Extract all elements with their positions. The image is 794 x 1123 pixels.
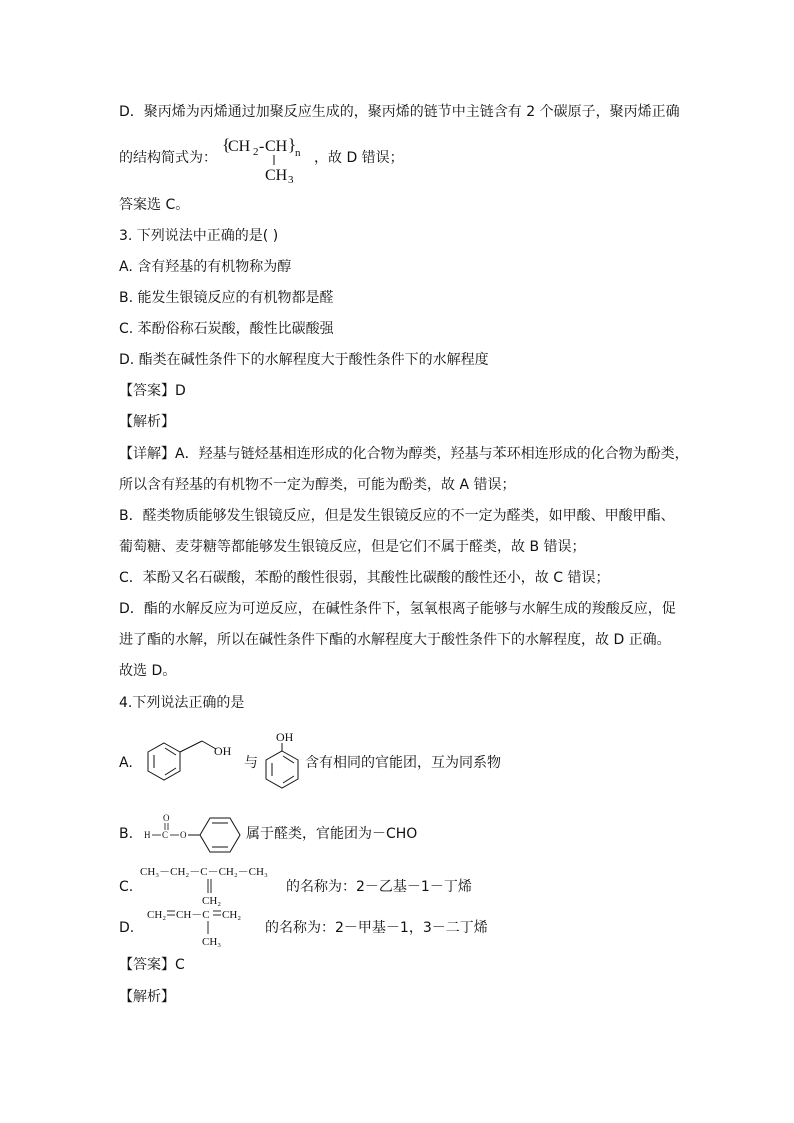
structure-text: n — [295, 147, 301, 159]
structure-text: C — [162, 830, 169, 840]
option-c-text: 的名称为：2－乙基－1－丁烯 — [286, 879, 472, 895]
analysis-label: 【解析】 — [119, 414, 175, 430]
option-d-text: 的名称为：2－甲基－1，3－二丁烯 — [265, 920, 488, 936]
question-stem: 3. 下列说法中正确的是( ) — [119, 228, 279, 244]
structure-text: OH — [214, 744, 232, 758]
benzene-ring — [148, 743, 180, 780]
structure-text: CH₂ — [222, 909, 242, 921]
structure-text: CH₂ — [147, 909, 167, 921]
isoprene-structure — [147, 904, 257, 948]
option-a-label: A. — [119, 755, 133, 771]
structure-text: { — [222, 135, 231, 154]
structure-text: CH－C — [176, 909, 210, 921]
structure-text: O — [163, 813, 170, 823]
option-c-label: C. — [119, 879, 134, 895]
option-d-label: D. — [119, 920, 135, 936]
text-line: 故选 D。 — [119, 663, 177, 679]
text-line: 的结构简式为： — [119, 150, 217, 166]
option-d: D. 酯类在碱性条件下的水解程度大于酸性条件下的水解程度 — [119, 352, 489, 368]
text-line: ，故 D 错误； — [314, 150, 404, 166]
text-line: 进了酯的水解，所以在碱性条件下酯的水解程度大于酸性条件下的水解程度，故 D 正确。 — [119, 632, 671, 648]
ethylbutene-structure — [140, 863, 290, 907]
answer-label: 【答案】C — [119, 957, 185, 973]
structure-text: CH — [265, 167, 288, 184]
benzyl-alcohol-structure — [146, 733, 246, 793]
structure-text: CH — [265, 138, 288, 155]
structure-text: O — [180, 830, 187, 840]
text-line: 【详解】A．羟基与链烃基相连形成的化合物为醇类，羟基与苯环相连形成的化合物为酚类， — [119, 446, 689, 462]
text-line: D．聚丙烯为丙烯通过加聚反应生成的，聚丙烯的链节中主链含有 2 个碳原子，聚丙烯正确 — [119, 104, 680, 120]
option-a-text: 含有相同的官能团，互为同系物 — [305, 755, 501, 771]
structure-text: CH — [228, 138, 251, 155]
structure-text: OH — [276, 730, 294, 744]
phenyl-formate-structure — [144, 810, 244, 860]
option-b: B. 能发生银镜反应的有机物都是醛 — [119, 290, 334, 306]
text-line: D．酯的水解反应为可逆反应，在碱性条件下，氢氧根离子能够与水解生成的羧酸反应，促 — [119, 601, 676, 617]
text-line: 所以含有羟基的有机物不一定为醇类，可能为酚类，故 A 错误； — [119, 477, 516, 493]
structure-text: CH₂ — [202, 895, 222, 907]
structure-text: - — [259, 138, 265, 155]
structure-text: H — [144, 830, 151, 840]
option-c: C. 苯酚俗称石炭酸，酸性比碳酸强 — [119, 321, 334, 337]
option-a: A. 含有羟基的有机物称为醇 — [119, 259, 292, 275]
text-line: B．醛类物质能够发生银镜反应，但是发生银镜反应的不一定为醛类，如甲酸、甲酸甲酯、 — [119, 508, 675, 524]
benzene-ring — [266, 751, 298, 788]
text-line: 与 — [244, 755, 258, 771]
text-line: 葡萄糖、麦芽糖等都能够发生银镜反应，但是它们不属于醛类，故 B 错误； — [119, 539, 586, 555]
text-line: C．苯酚又名石碳酸，苯酚的酸性很弱，其酸性比碳酸的酸性还小，故 C 错误； — [119, 570, 610, 586]
answer-label: 【答案】D — [119, 383, 186, 399]
bond-line — [180, 741, 202, 752]
structure-text: CH₃－CH₂－C－CH₂－CH₃ — [140, 866, 268, 878]
text-line: 答案选 C。 — [119, 197, 190, 213]
analysis-label: 【解析】 — [119, 989, 175, 1005]
structure-text: } — [288, 135, 297, 154]
structure-text: CH₃ — [202, 936, 222, 948]
phenol-structure — [262, 729, 306, 795]
structure-text: 2 — [253, 146, 259, 158]
question-stem: 4.下列说法正确的是 — [119, 695, 245, 711]
option-b-label: B. — [119, 826, 134, 842]
option-b-text: 属于醛类，官能团为－CHO — [246, 826, 418, 842]
structure-text: 3 — [288, 174, 294, 186]
polypropylene-structure — [222, 134, 312, 184]
